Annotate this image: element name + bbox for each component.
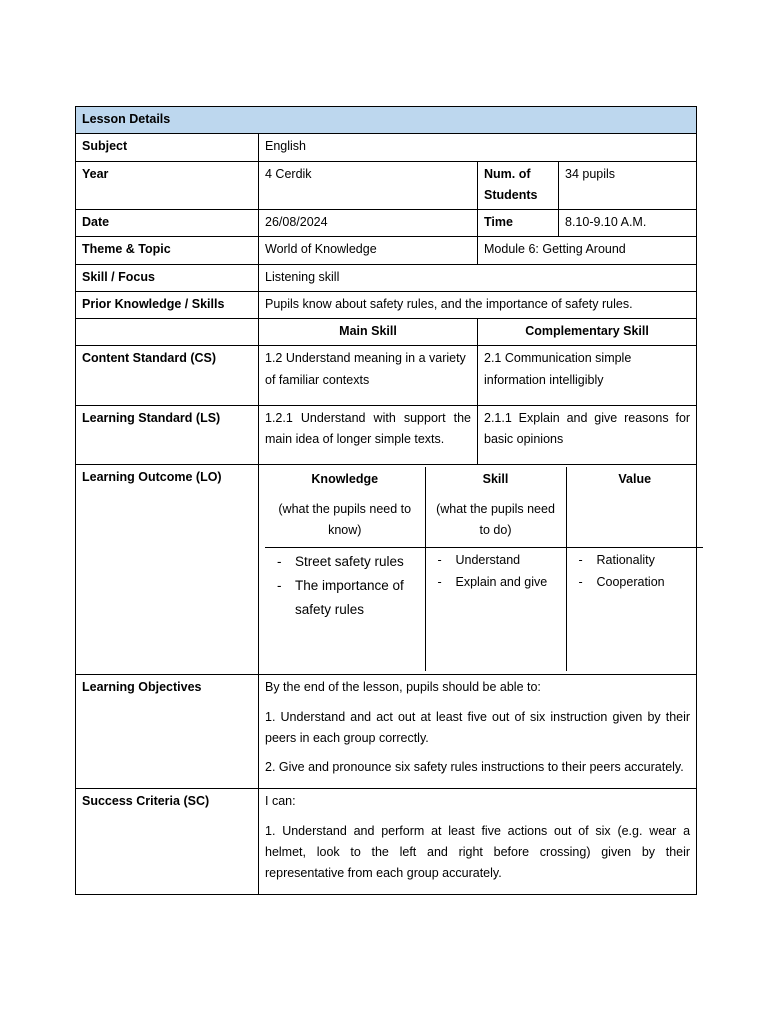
- date-label: Date: [76, 210, 259, 237]
- knowledge-header-cell: [265, 467, 425, 548]
- learning-outcome-items-row: [265, 548, 703, 672]
- date-row: [76, 210, 697, 237]
- knowledge-subtitle: (what the pupils need to know): [278, 501, 412, 537]
- learning-standard-row: [76, 405, 697, 465]
- skill-subtitle: (what the pupils need to do): [436, 501, 555, 537]
- learning-objectives-label: Learning Objectives: [76, 675, 259, 789]
- lesson-details-table: [75, 106, 697, 895]
- prior-knowledge-value: Pupils know about safety rules, and the importance of safety rules.: [259, 291, 697, 318]
- skill-list: [432, 550, 560, 593]
- skills-header-blank: [76, 319, 259, 346]
- header-row: [76, 107, 697, 134]
- knowledge-title: Knowledge: [311, 472, 379, 487]
- skill-focus-row: [76, 264, 697, 291]
- students-label: Num. of Students: [478, 161, 559, 210]
- success-criteria-row: [76, 789, 697, 895]
- list-item: - Cooperation: [573, 572, 698, 593]
- learning-objectives-row: [76, 675, 697, 789]
- success-criteria-item: 1. Understand and perform at least five actions out of six (e.g. wear a helmet, look to the left and right before crossing) given by their representative from each group accurately.: [265, 823, 691, 880]
- list-item: - Rationality: [573, 550, 698, 571]
- learning-standard-main: 1.2.1 Understand with support the main idea of longer simple texts.: [259, 405, 478, 465]
- lesson-details-header: Lesson Details: [76, 107, 697, 134]
- year-row: [76, 161, 697, 210]
- year-value: 4 Cerdik: [259, 161, 478, 210]
- learning-outcome-header-row: [265, 467, 703, 548]
- prior-knowledge-label: Prior Knowledge / Skills: [76, 291, 259, 318]
- year-label: Year: [76, 161, 259, 210]
- complementary-skill-header: Complementary Skill: [478, 319, 697, 346]
- content-standard-main: 1.2 Understand meaning in a variety of familiar contexts: [259, 346, 478, 406]
- list-item: - The importance of safety rules: [271, 574, 419, 621]
- learning-objectives-cell: [259, 675, 697, 789]
- learning-standard-complementary: 2.1.1 Explain and give reasons for basic opinions: [478, 405, 697, 465]
- success-criteria-label: Success Criteria (SC): [76, 789, 259, 895]
- theme-label: Theme & Topic: [76, 237, 259, 264]
- content-standard-row: [76, 346, 697, 406]
- topic-value: Module 6: Getting Around: [478, 237, 697, 264]
- content-standard-label: Content Standard (CS): [76, 346, 259, 406]
- subject-row: [76, 134, 697, 161]
- skills-header-row: [76, 319, 697, 346]
- knowledge-list: [271, 550, 419, 621]
- knowledge-items-cell: [265, 548, 425, 672]
- value-title: Value: [618, 472, 652, 487]
- learning-standard-label: Learning Standard (LS): [76, 405, 259, 465]
- list-item: - Street safety rules: [271, 550, 419, 574]
- students-value: 34 pupils: [559, 161, 697, 210]
- list-item: - Explain and give: [432, 572, 560, 593]
- main-skill-header: Main Skill: [259, 319, 478, 346]
- learning-objectives-intro: By the end of the lesson, pupils should be able to:: [265, 680, 541, 695]
- learning-outcome-label: Learning Outcome (LO): [76, 465, 259, 675]
- learning-outcome-grid: [259, 465, 697, 675]
- value-list: [573, 550, 698, 593]
- learning-objective-item: 2. Give and pronounce six safety rules instructions to their peers accurately.: [265, 760, 684, 774]
- time-label: Time: [478, 210, 559, 237]
- prior-knowledge-row: [76, 291, 697, 318]
- skill-focus-value: Listening skill: [259, 264, 697, 291]
- content-standard-complementary: 2.1 Communication simple information intelligibly: [478, 346, 697, 406]
- skill-header-cell: [425, 467, 566, 548]
- skill-focus-label: Skill / Focus: [76, 264, 259, 291]
- learning-outcome-row: [76, 465, 697, 675]
- date-value: 26/08/2024: [259, 210, 478, 237]
- subject-label: Subject: [76, 134, 259, 161]
- theme-value: World of Knowledge: [259, 237, 478, 264]
- value-items-cell: [566, 548, 703, 672]
- time-value: 8.10-9.10 A.M.: [559, 210, 697, 237]
- learning-objective-item: 1. Understand and act out at least five out of six instruction given by their peers in each group correctly.: [265, 709, 691, 745]
- success-criteria-intro: I can:: [265, 794, 296, 809]
- success-criteria-cell: [259, 789, 697, 895]
- subject-value: English: [259, 134, 697, 161]
- list-item: - Understand: [432, 550, 560, 571]
- value-header-cell: [566, 467, 703, 548]
- skill-items-cell: [425, 548, 566, 672]
- skill-title: Skill: [482, 472, 509, 487]
- theme-row: [76, 237, 697, 264]
- learning-outcome-table: [265, 467, 703, 671]
